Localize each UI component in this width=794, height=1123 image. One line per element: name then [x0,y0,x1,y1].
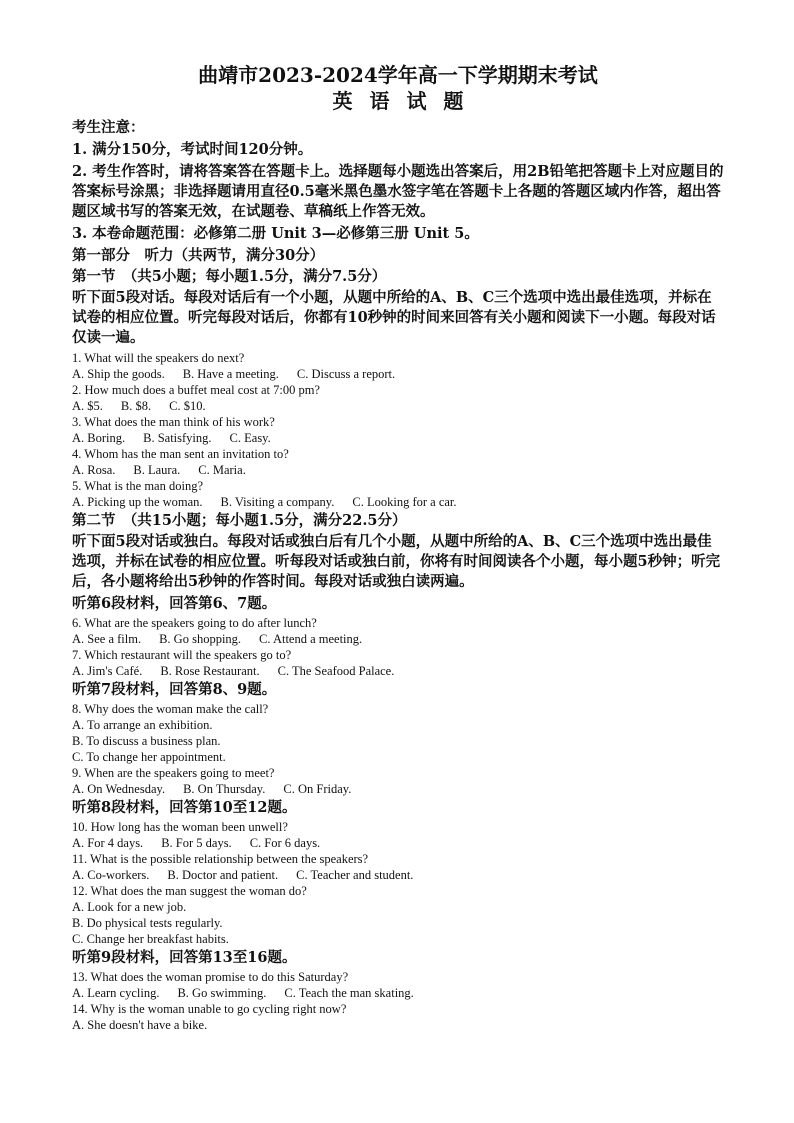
option-a: A. See a film. [72,632,142,646]
question-stem: 6. What are the speakers going to do after lunch? [72,616,317,630]
option-b: B. Laura. [133,463,181,477]
option-a: A. Picking up the woman. [72,495,203,509]
option-c: C. Teacher and student. [296,868,414,882]
option-c: C. Attend a meeting. [259,632,363,646]
question-stem: 5. What is the man doing? [72,479,203,493]
question-stem: 11. What is the possible relationship between the speakers? [72,852,369,866]
option-c: C. Discuss a report. [296,367,396,381]
question-options [72,398,724,414]
question-stem: 4. Whom has the man sent an invitation to? [72,447,289,461]
option-b: B. On Thursday. [183,782,266,796]
option-c: C. To change her appointment. [72,750,226,764]
question-options [72,781,724,797]
part1-heading: 第一部分 听力（共两节，满分30分） [72,247,325,264]
question-stem: 9. When are the speakers going to meet? [72,766,275,780]
option-b: B. To discuss a business plan. [72,734,221,748]
group-heading: 听第7段材料，回答第8、9题。 [72,681,277,698]
question-options [72,462,724,478]
question-stem: 3. What does the man think of his work? [72,415,275,429]
question-options [72,663,724,679]
option-b: B. Do physical tests regularly. [72,916,223,930]
option-a: A. Rosa. [72,463,116,477]
question-stem: 10. How long has the woman been unwell? [72,820,288,834]
question-stem: 1. What will the speakers do next? [72,351,245,365]
option-a: A. Jim's Café. [72,664,143,678]
group-heading: 听第8段材料，回答第10至12题。 [72,799,297,816]
option-c: C. Looking for a car. [352,495,457,509]
question-options [72,430,724,446]
question-options [72,835,724,851]
group-heading: 听第9段材料，回答第13至16题。 [72,949,297,966]
option-b: B. For 5 days. [161,836,232,850]
option-c: C. The Seafood Palace. [277,664,395,678]
option-b: B. Go shopping. [159,632,242,646]
question-stem: 2. How much does a buffet meal cost at 7:00 pm? [72,383,320,397]
option-b: B. Have a meeting. [182,367,279,381]
option-b: B. Visiting a company. [220,495,335,509]
option-b: B. Rose Restaurant. [160,664,260,678]
question-stem: 14. Why is the woman unable to go cycling right now? [72,1002,347,1016]
option-b: B. Doctor and patient. [167,868,279,882]
option-c: C. Maria. [198,463,246,477]
option-a: A. On Wednesday. [72,782,166,796]
question-options [72,985,724,1001]
option-a: A. Ship the goods. [72,367,165,381]
exam-page [72,62,724,1033]
exam-title: 曲靖市2023-2024学年高一下学期期末考试 [198,63,598,87]
option-c: C. Teach the man skating. [284,986,414,1000]
exam-subtitle: 英 语 试 题 [332,89,464,113]
option-a: A. Boring. [72,431,126,445]
option-b: B. Satisfying. [143,431,212,445]
section1-instructions: 听下面5段对话。每段对话后有一个小题，从题中所给的A、B、C三个选项中选出最佳选项，并标在试卷的相应位置。听完每段对话后，你都有10秒钟的时间来回答有关小题和阅读下一小题。每段对话仅读一遍。 [72,289,716,346]
notice-item-2: 2. 考生作答时，请将答案答在答题卡上。选择题每小题选出答案后，用2B铅笔把答题卡上对应题目的答案标号涂黑；非选择题请用直径0.5毫米黑色墨水签字笔在答题卡上各题的答题区域内作答，超出答题区域书写的答案无效，在试题卷、草稿纸上作答无效。 [72,163,724,220]
option-c: C. For 6 days. [249,836,321,850]
option-b: B. Go swimming. [177,986,267,1000]
notice-heading: 考生注意： [72,119,145,136]
question-stem: 13. What does the woman promise to do this Saturday? [72,970,349,984]
section2-instructions: 听下面5段对话或独白。每段对话或独白后有几个小题，从题中所给的A、B、C三个选项中选出最佳选项，并标在试卷的相应位置。听每段对话或独白前，你将有时间阅读各个小题，每小题5秒钟；听完后，各小题将给出5秒钟的作答时间。每段对话或独白读两遍。 [72,533,721,590]
option-a: A. Look for a new job. [72,900,187,914]
notice-item-1: 1. 满分150分，考试时间120分钟。 [72,141,313,158]
option-c: C. Easy. [229,431,271,445]
question-options [72,867,724,883]
option-c: C. Change her breakfast habits. [72,932,229,946]
question-stem: 12. What does the man suggest the woman do? [72,884,307,898]
section1-heading: 第一节 （共5小题；每小题1.5分，满分7.5分） [72,268,387,285]
question-options [72,366,724,382]
question-stem: 7. Which restaurant will the speakers go to? [72,648,292,662]
question-options [72,494,724,510]
option-b: B. $8. [120,399,152,413]
question-options [72,631,724,647]
option-a: A. To arrange an exhibition. [72,718,213,732]
option-c: C. $10. [169,399,206,413]
question-stem: 8. Why does the woman make the call? [72,702,269,716]
option-a: A. $5. [72,399,103,413]
option-a: A. Learn cycling. [72,986,160,1000]
option-c: C. On Friday. [283,782,352,796]
group-heading: 听第6段材料，回答第6、7题。 [72,595,277,612]
section2-heading: 第二节 （共15小题；每小题1.5分，满分22.5分） [72,512,407,529]
section1-questions [72,350,724,510]
notice-item-3: 3. 本卷命题范围：必修第二册 Unit 3—必修第三册 Unit 5。 [72,225,479,242]
option-a: A. Co-workers. [72,868,150,882]
option-a: A. She doesn't have a bike. [72,1018,208,1032]
option-a: A. For 4 days. [72,836,144,850]
